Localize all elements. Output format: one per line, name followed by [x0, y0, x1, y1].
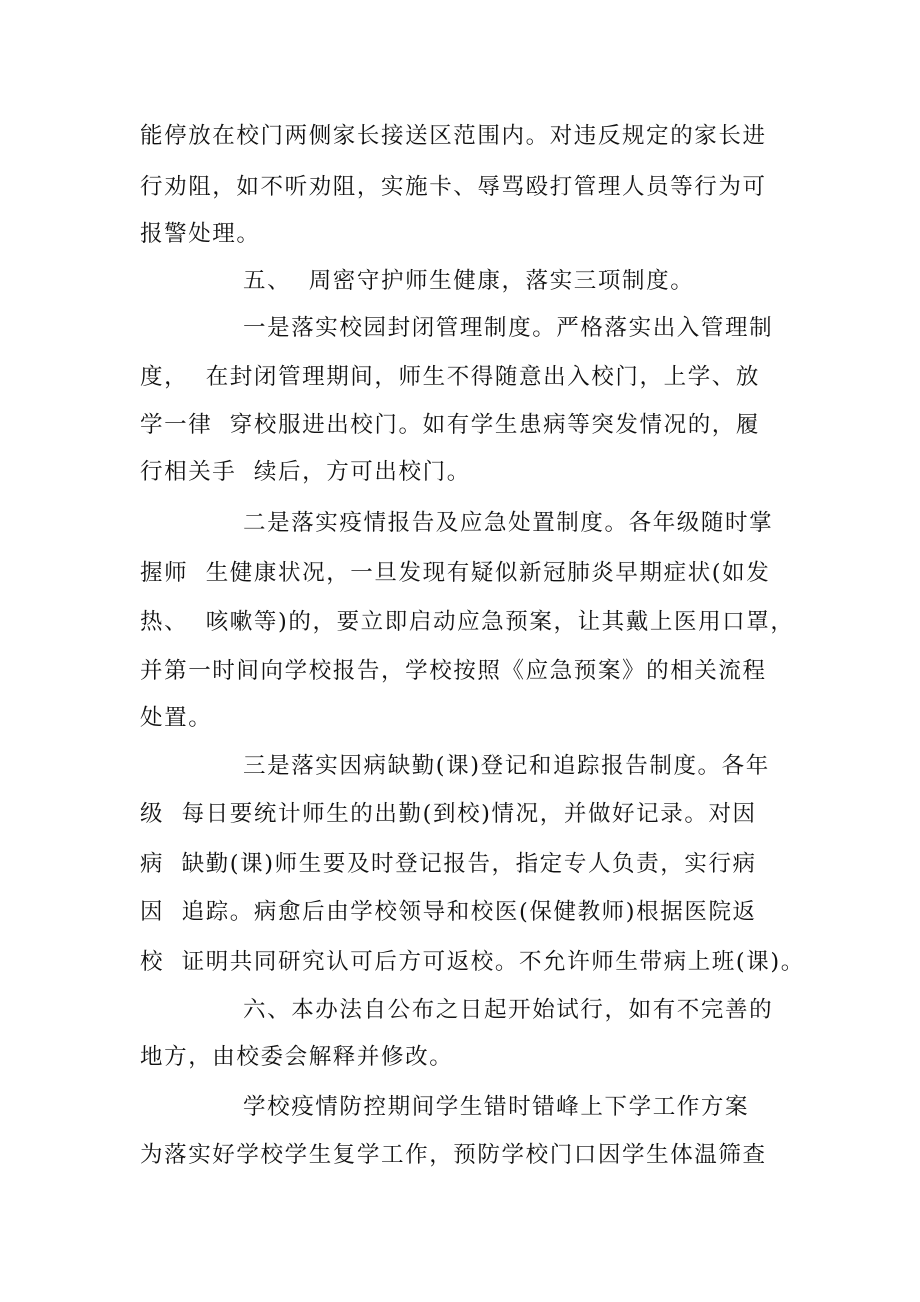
text-line: 行相关手 续后，方可出校门。 — [140, 459, 471, 485]
text-line: 度， 在封闭管理期间，师生不得随意出入校门，上学、放 — [140, 364, 761, 390]
text-line: 因 追踪。病愈后由学校领导和校医(保健教师)根据医院返 — [140, 899, 757, 925]
paragraph-first-line: 一是落实校园封闭管理制度。严格落实出入管理制 — [243, 315, 774, 341]
section-heading: 五、 周密守护师生健康，落实三项制度。 — [243, 268, 695, 294]
paragraph-first-line: 二是落实疫情报告及应急处置制度。各年级随时掌 — [243, 510, 774, 536]
text-line: 并第一时间向学校报告，学校按照《应急预案》的相关流程 — [140, 658, 767, 684]
text-line: 能停放在校门两侧家长接送区范围内。对违反规定的家长进 — [140, 123, 767, 149]
text-line: 报警处理。 — [140, 221, 261, 247]
text-line: 学一律 穿校服进出校门。如有学生患病等突发情况的，履 — [140, 412, 761, 438]
text-line: 病 缺勤(课)师生要及时登记报告，指定专人负责，实行病 — [140, 851, 757, 877]
text-line: 行劝阻，如不听劝阻，实施卡、辱骂殴打管理人员等行为可 — [140, 174, 767, 200]
text-line: 为落实好学校学生复学工作，预防学校门口因学生体温筛查 — [140, 1142, 767, 1168]
text-line: 校 证明共同研究认可后方可返校。不允许师生带病上班(课)。 — [140, 949, 805, 975]
text-line: 处置。 — [140, 705, 213, 731]
paragraph-first-line: 六、本办法自公布之日起开始试行，如有不完善的 — [243, 997, 774, 1023]
text-line: 热、 咳嗽等)的，要立即启动应急预案，让其戴上医用口罩， — [140, 609, 795, 635]
text-line: 级 每日要统计师生的出勤(到校)情况，并做好记录。对因 — [140, 801, 757, 827]
text-line: 地方，由校委会解释并修改。 — [140, 1044, 454, 1070]
document-title: 学校疫情防控期间学生错时错峰上下学工作方案 — [243, 1094, 750, 1120]
text-line: 握师 生健康状况，一旦发现有疑似新冠肺炎早期症状(如发 — [140, 560, 771, 586]
paragraph-first-line: 三是落实因病缺勤(课)登记和追踪报告制度。各年 — [243, 753, 770, 779]
